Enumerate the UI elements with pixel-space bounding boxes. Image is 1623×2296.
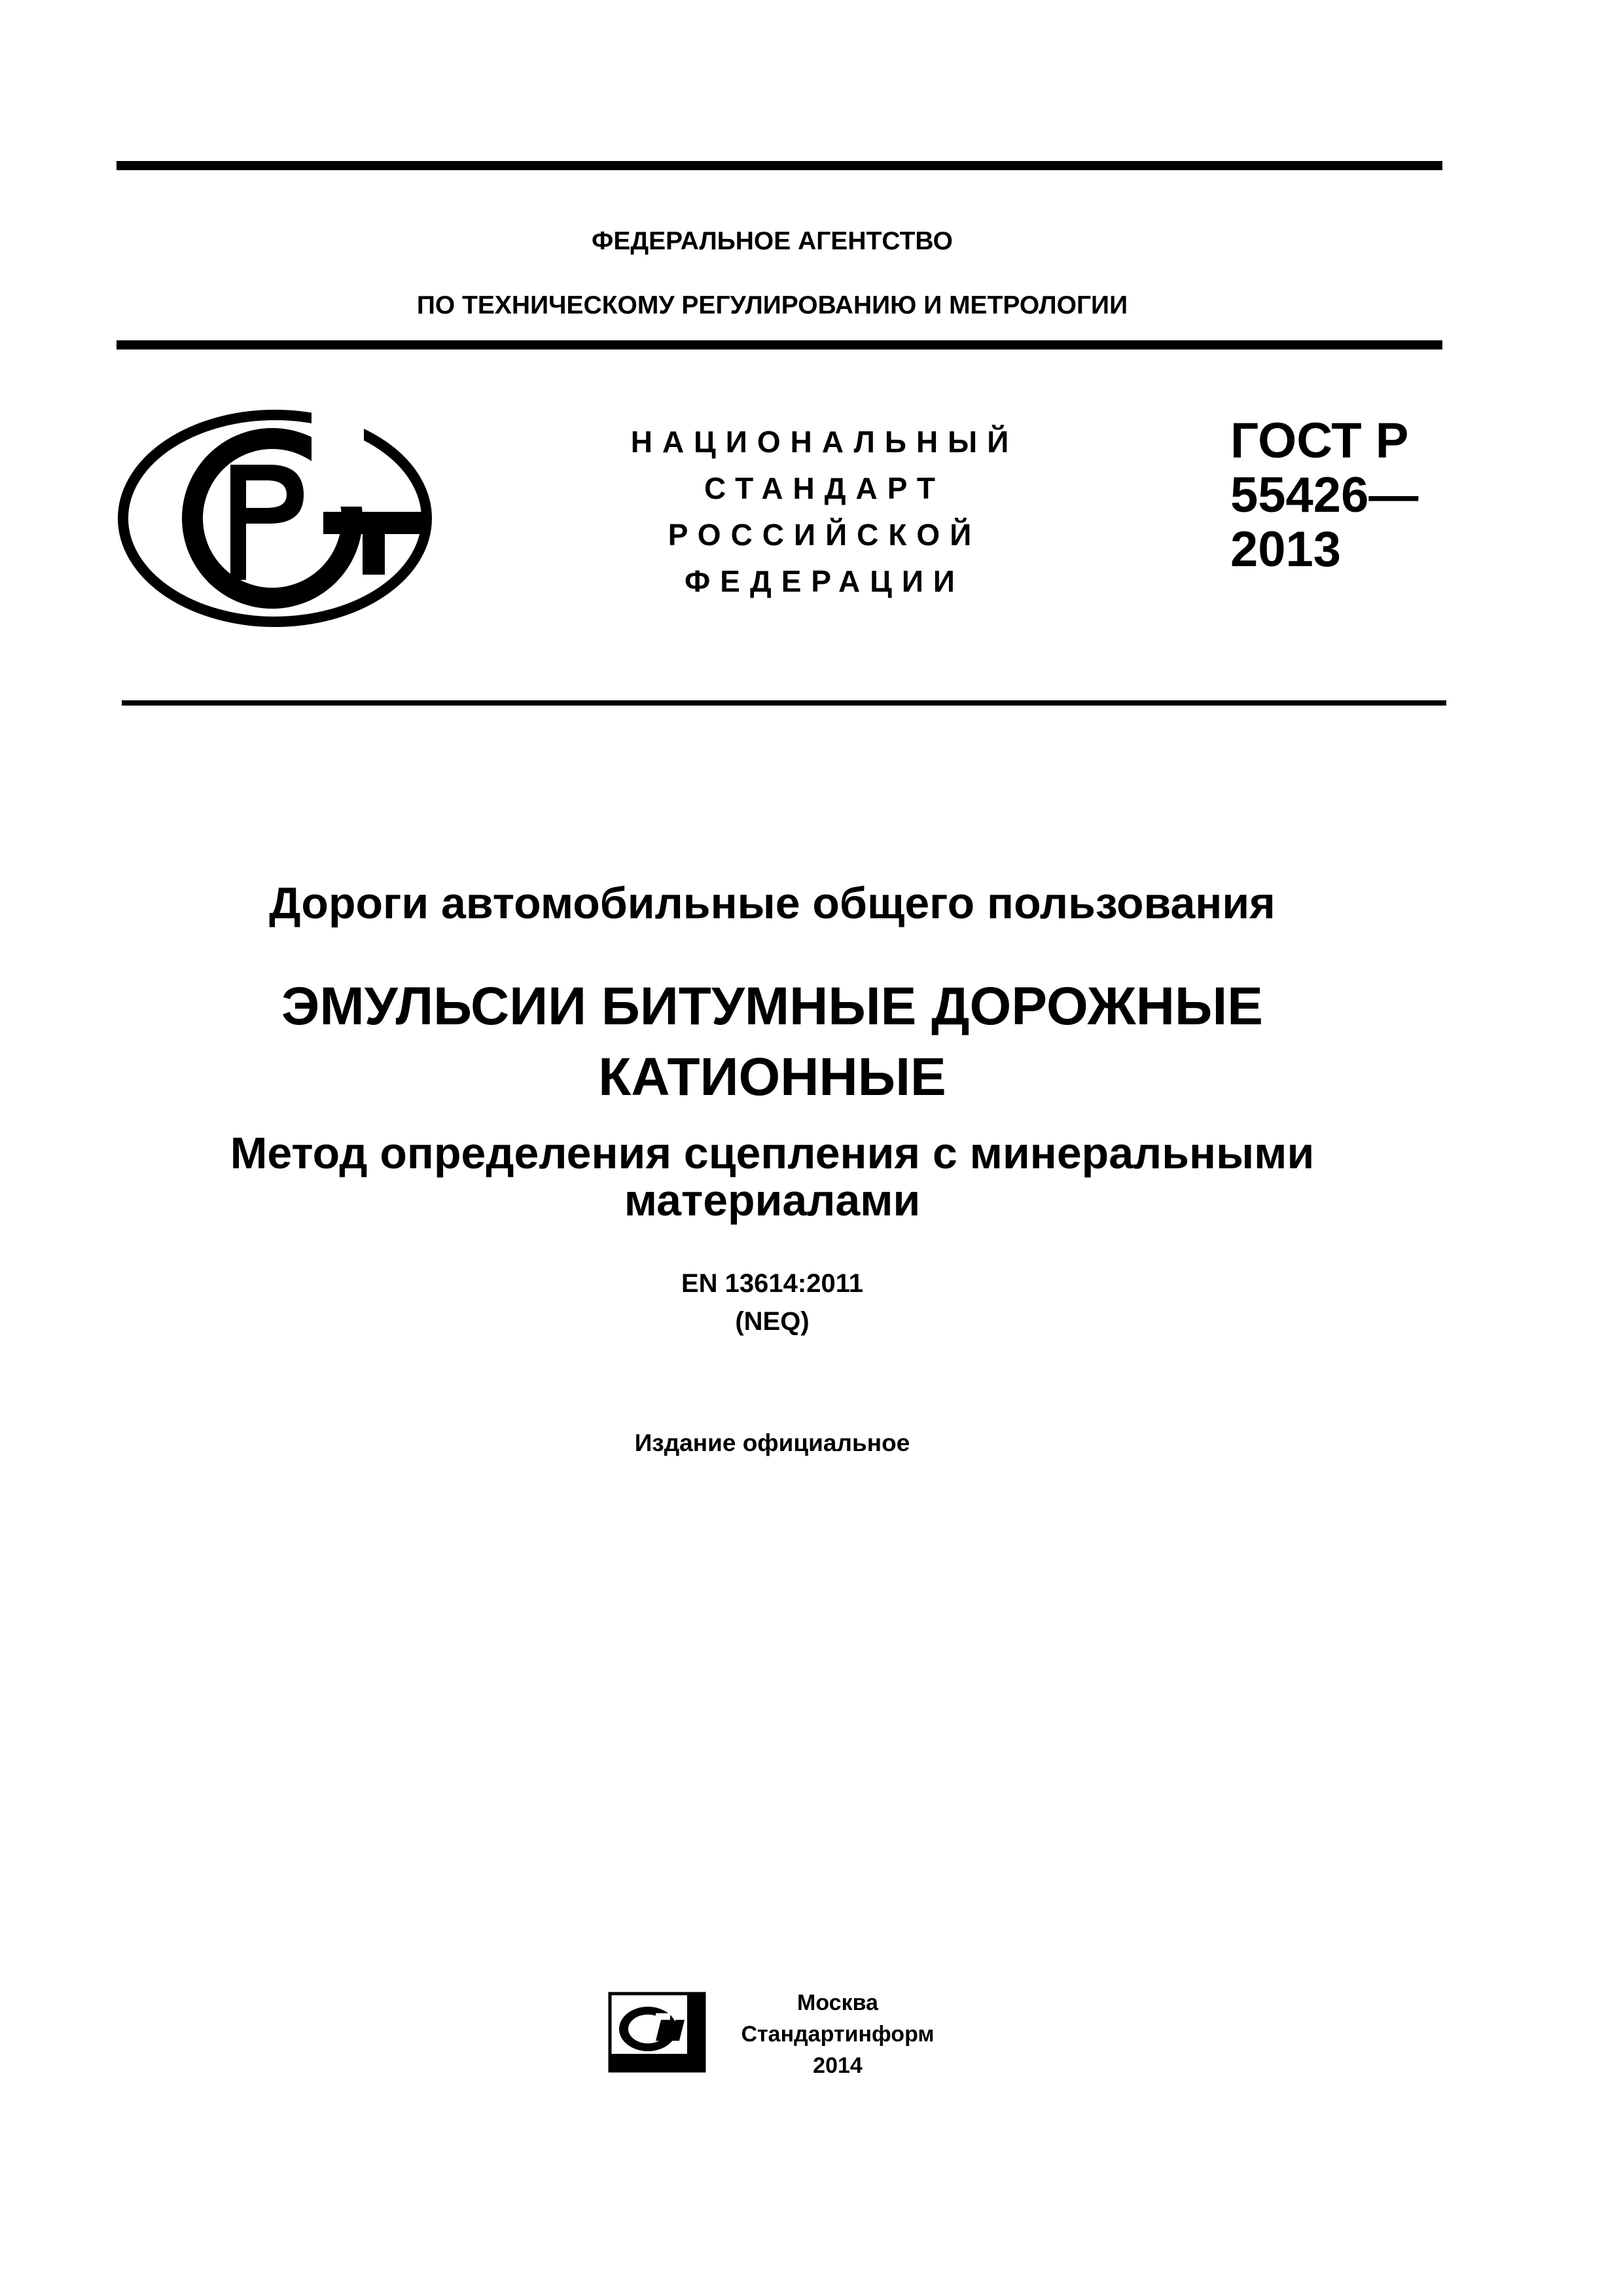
rst-mark-icon xyxy=(115,408,435,628)
reference-code: EN 13614:2011 xyxy=(681,1269,863,1298)
top-rule xyxy=(116,161,1442,170)
title-block xyxy=(0,877,1544,1457)
national-line-1: НАЦИОНАЛЬНЫЙ xyxy=(630,425,1019,459)
title-subtitle-line-1: Метод определения сцепления с минеральными xyxy=(230,1128,1315,1178)
edition-label: Издание официальное xyxy=(634,1429,910,1456)
title-divider-rule xyxy=(122,700,1446,706)
national-line-3: РОССИЙСКОЙ xyxy=(668,518,982,552)
national-line-4: ФЕДЕРАЦИИ xyxy=(685,564,965,598)
title-main xyxy=(0,971,1544,1113)
rst-logo xyxy=(115,408,435,628)
reference-degree: (NEQ) xyxy=(735,1307,810,1336)
title-general: Дороги автомобильные общего пользования xyxy=(269,878,1275,928)
publisher-city: Москва xyxy=(797,1990,878,2015)
standartinform-logo-icon xyxy=(607,1991,707,2073)
header-divider-rule xyxy=(116,340,1442,350)
title-main-line-1: ЭМУЛЬСИИ БИТУМНЫЕ ДОРОЖНЫЕ xyxy=(281,977,1263,1036)
designation-line-2: 55426— xyxy=(1230,467,1419,523)
standard-designation xyxy=(1230,414,1505,577)
title-main-line-2: КАТИОННЫЕ xyxy=(598,1047,946,1107)
designation-line-1: ГОСТ Р xyxy=(1230,413,1409,469)
designation-line-3: 2013 xyxy=(1230,522,1342,577)
publisher-name: Стандартинформ xyxy=(741,2022,935,2047)
agency-line-1: ФЕДЕРАЛЬНОЕ АГЕНТСТВО xyxy=(592,227,953,255)
agency-line-2: ПО ТЕХНИЧЕСКОМУ РЕГУЛИРОВАНИЮ И МЕТРОЛОГИИ xyxy=(416,291,1128,319)
publisher-logo xyxy=(607,1991,707,2073)
title-subtitle-line-2: материалами xyxy=(624,1175,921,1225)
national-line-2: СТАНДАРТ xyxy=(704,471,945,505)
national-standard-label xyxy=(563,419,1086,605)
agency-header xyxy=(0,209,1544,338)
reference-standard xyxy=(0,1265,1544,1340)
title-subtitle xyxy=(0,1130,1544,1224)
publisher-info xyxy=(720,1987,955,2081)
publisher-year: 2014 xyxy=(813,2053,863,2078)
